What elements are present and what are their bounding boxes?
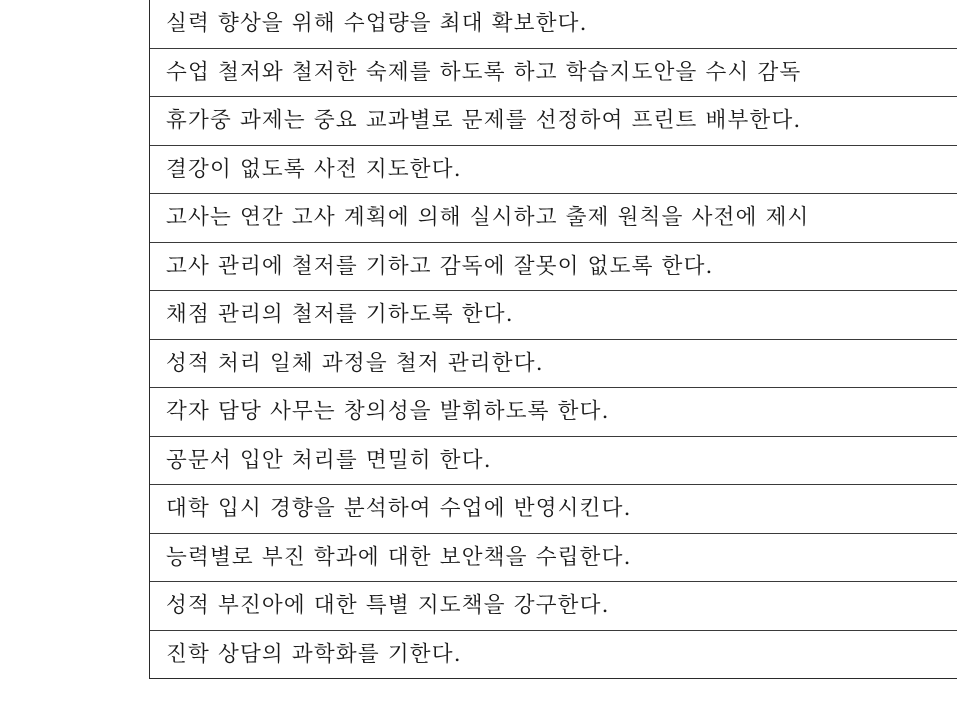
row-text: 공문서 입안 처리를 면밀히 한다. xyxy=(166,447,492,473)
table-row xyxy=(150,340,957,389)
table-row xyxy=(150,97,957,146)
table-row xyxy=(150,534,957,583)
table-row xyxy=(150,437,957,486)
row-text: 능력별로 부진 학과에 대한 보안책을 수립한다. xyxy=(166,544,632,570)
table-row xyxy=(150,388,957,437)
table-row xyxy=(150,49,957,98)
guidelines-table xyxy=(149,0,957,679)
table-row xyxy=(150,194,957,243)
table-row xyxy=(150,146,957,195)
row-text: 결강이 없도록 사전 지도한다. xyxy=(166,156,462,182)
table-row xyxy=(150,485,957,534)
row-text: 수업 철저와 철저한 숙제를 하도록 하고 학습지도안을 수시 감독 xyxy=(166,59,802,85)
row-text: 각자 담당 사무는 창의성을 발휘하도록 한다. xyxy=(166,399,610,424)
row-text: 실력 향상을 위해 수업량을 최대 확보한다. xyxy=(166,11,588,36)
row-text: 진학 상담의 과학화를 기한다. xyxy=(166,642,462,667)
row-text: 고사 관리에 철저를 기하고 감독에 잘못이 없도록 한다. xyxy=(166,253,714,279)
table-row xyxy=(150,582,957,631)
row-text: 성적 처리 일체 과정을 철저 관리한다. xyxy=(166,350,544,376)
row-text: 휴가중 과제는 중요 교과별로 문제를 선정하여 프린트 배부한다. xyxy=(166,108,802,133)
row-text: 성적 부진아에 대한 특별 지도책을 강구한다. xyxy=(166,593,610,618)
row-text: 대학 입시 경향을 분석하여 수업에 반영시킨다. xyxy=(166,496,632,521)
table-row xyxy=(150,243,957,292)
table-row xyxy=(150,0,957,49)
row-text: 고사는 연간 고사 계획에 의해 실시하고 출제 원칙을 사전에 제시 xyxy=(166,205,810,230)
table-row xyxy=(150,291,957,340)
table-row xyxy=(150,631,957,680)
row-text: 채점 관리의 철저를 기하도록 한다. xyxy=(166,302,514,327)
